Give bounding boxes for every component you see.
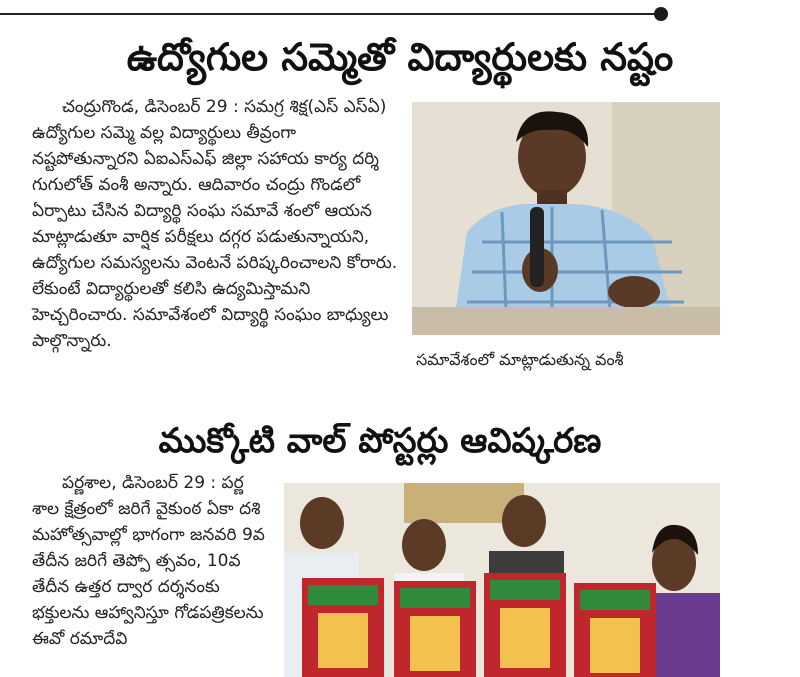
article2-body: [32, 470, 275, 677]
poster-release-illustration: [284, 483, 720, 677]
article1-body: [32, 94, 400, 354]
article2-photo: [284, 483, 720, 677]
article2-paragraph: పర్ణశాల, డిసెంబర్ 29 : పర్ణ శాల క్షేత్రంలో జరిగే వైకుంఠ ఏకా దశి మహోత్సవాల్లో భాగంగా జనవరి 9వ తేదీన జరిగే తెప్పో త్సవం, 10వ తేదీన ఉత్తర ద్వార దర్శనంకు భక్తులను ఆహ్వానిస్తూ గోడపత్రికలను ఈవో రమాదేవి: [32, 473, 265, 649]
speaker-illustration: [412, 102, 720, 335]
rule-dot: [654, 7, 668, 21]
article1-headline: ఉద్యోగుల సమ్మెతో విద్యార్థులకు నష్టం: [126, 35, 674, 79]
article1-photo: [412, 102, 720, 335]
article2-headline: ముక్కోటి వాల్ పోస్టర్లు ఆవిష్కరణ: [158, 421, 602, 461]
article1-photo-caption: సమావేశంలో మాట్లాడుతున్న వంశీ: [416, 350, 624, 369]
top-rule: [0, 13, 660, 15]
article1-paragraph: చంద్రుగొండ, డిసెంబర్ 29 : సమగ్ర శిక్ష(ఎస్ ఎస్ఏ) ఉద్యోగుల సమ్మె వల్ల విద్యార్థులు తీవ్రంగా నష్టపోతున్నారని ఏఐఎస్ఎఫ్ జిల్లా సహాయ కార్య దర్శి గుగులోత్ వంశీ అన్నారు. ఆదివారం చంద్రు గొండలో ఏర్పాటు చేసిన విద్యార్థి సంఘ సమావే శంలో ఆయన మాట్లాడుతూ వార్షిక పరీక్షలు దగ్గర పడుతున్నాయని, ఉద్యోగుల సమస్యలను వెంటనే పరిష్కరించాలని కోరారు. లేకుంటే విద్యార్థులతో కలిసి ఉద్యమిస్తామని హెచ్చరించారు. సమావేశంలో విద్యార్థి సంఘం బాధ్యులు పాల్గొన్నారు.: [32, 97, 398, 351]
